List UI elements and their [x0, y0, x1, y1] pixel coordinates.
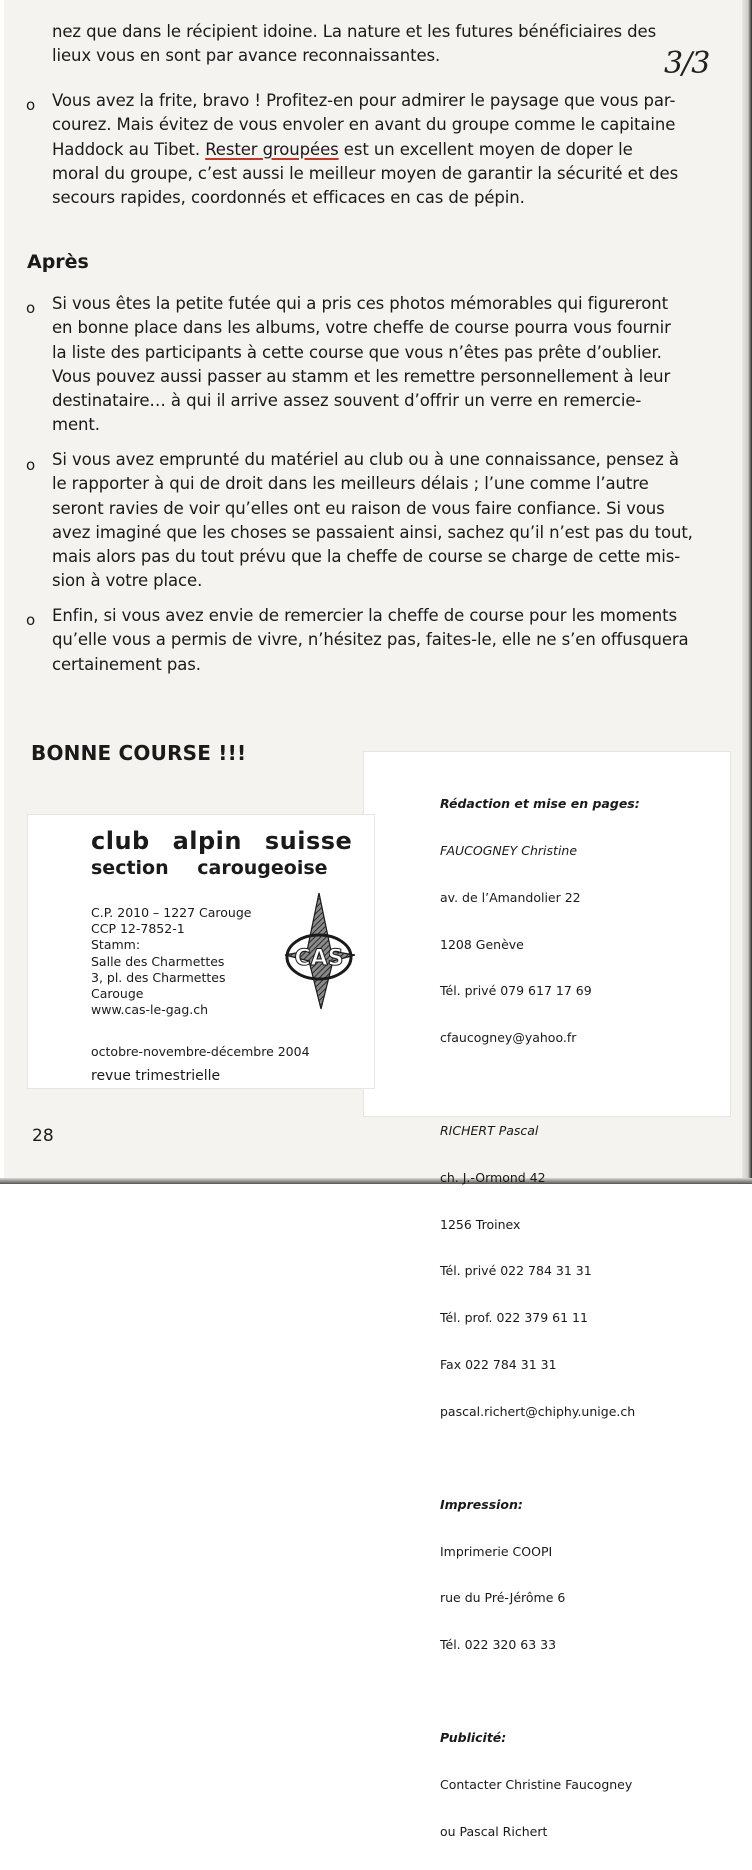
bullet-paragraph: [52, 89, 717, 210]
page-number: 28: [32, 1126, 54, 1146]
text-line: en bonne place dans les albums, votre cheffe de course pourra vous fournir: [52, 318, 671, 338]
person-name: FAUCOGNEY Christine: [440, 842, 578, 858]
contact-line: pascal.richert@chiphy.unige.ch: [440, 1403, 636, 1419]
text-line: la liste des participants à cette course que vous n’êtes pas prête d’oublier.: [52, 342, 662, 362]
contact-line: cfaucogney@yahoo.fr: [440, 1030, 577, 1046]
text-line: destinataire… à qui il arrive assez souvent d’offrir un verre en remercie-: [52, 391, 642, 411]
contact-line: Tél. 022 320 63 33: [440, 1637, 557, 1653]
section-heading: Après: [27, 251, 89, 273]
contact-line: Fax 022 784 31 31: [440, 1356, 557, 1372]
underlined-phrase: Rester groupées: [205, 139, 339, 159]
impression-label: Impression:: [440, 1496, 523, 1512]
text-line: ment.: [52, 415, 100, 435]
text-line: Si vous êtes la petite futée qui a pris ces photos mémorables qui figureront: [52, 294, 668, 313]
text-line: avez imaginé que les choses se passaient ainsi, sachez qu’il n’est pas du tout,: [52, 522, 693, 542]
club-name: club alpin suisse: [91, 827, 353, 855]
logo-lettering: CAS: [294, 946, 344, 971]
bullet-paragraph: [52, 292, 717, 438]
text-line: Enfin, si vous avez envie de remercier la cheffe de course pour les moments: [52, 606, 677, 625]
text-line: Si vous avez emprunté du matériel au club ou à une connaissance, pensez à: [52, 450, 679, 469]
bullet-marker: o: [26, 456, 36, 474]
text-line: secours rapides, coordonnés et efficaces en cas de pépin.: [52, 188, 525, 208]
address-line: Carouge: [91, 986, 144, 1002]
address-line: C.P. 2010 – 1227 Carouge: [91, 905, 252, 920]
issue-date: octobre-novembre-décembre 2004: [91, 1044, 310, 1059]
club-address: [91, 905, 251, 1018]
bullet-marker: o: [26, 299, 36, 317]
text-line: moral du groupe, c’est aussi le meilleur moyen de garantir la sécurité et des: [52, 163, 679, 183]
club-label-box: [28, 815, 374, 1088]
contact-line: Tél. prof. 022 379 61 11: [440, 1310, 588, 1326]
text-line: certainement pas.: [52, 654, 201, 674]
text-line-end: est un excellent moyen de doper le: [338, 139, 633, 159]
redaction-text: [440, 765, 640, 1870]
address-line: Salle des Charmettes: [91, 953, 225, 969]
text-line: qu’elle vous a permis de vivre, n’hésitez pas, faites-le, elle ne s’en offusquera: [52, 630, 689, 650]
redaction-box: [364, 752, 730, 1839]
contact-line: ch. J.-Ormond 42: [440, 1169, 546, 1185]
text-line: [52, 138, 717, 162]
handwritten-page-count: 3/3: [664, 46, 710, 81]
contact-line: 1208 Genève: [440, 936, 524, 952]
address-line: CCP 12-7852-1: [91, 921, 185, 937]
publicite-label: Publicité:: [440, 1730, 507, 1746]
text-line-start: Haddock au Tibet.: [52, 139, 206, 159]
text-line: sion à votre place.: [52, 571, 203, 591]
bullet-paragraph: [52, 604, 717, 677]
text-line: seront ravies de voir qu’elles ont eu raison de vous faire confiance. Si vous: [52, 498, 665, 518]
spacer: [440, 1077, 640, 1092]
closing-heading: BONNE COURSE !!!: [31, 741, 247, 765]
text-line: courez. Mais évitez de vous envoler en avant du groupe comme le capitaine: [52, 115, 676, 135]
address-line: Stamm:: [91, 937, 141, 953]
cas-logo-icon: [281, 891, 357, 1011]
text-line: lieux vous en sont par avance reconnaissantes.: [52, 46, 441, 66]
text-line: mais alors pas du tout prévu que la cheffe de course se charge de cette mis-: [52, 547, 681, 567]
contact-line: Tél. privé 079 617 17 69: [440, 983, 592, 999]
address-line: 3, pl. des Charmettes: [91, 969, 226, 985]
redaction-label: Rédaction et mise en pages:: [440, 796, 640, 812]
contact-line: rue du Pré-Jérôme 6: [440, 1590, 566, 1606]
contact-line: Tél. privé 022 784 31 31: [440, 1263, 592, 1279]
scan-edge: [742, 0, 752, 1184]
text-line: Vous pouvez aussi passer au stamm et les remettre personnellement à leur: [52, 366, 671, 386]
intro-paragraph: [52, 20, 717, 69]
contact-line: av. de l’Amandolier 22: [440, 889, 581, 905]
text-line: nez que dans le récipient idoine. La nature et les futures bénéficiaires des: [52, 22, 657, 41]
spacer: [440, 1451, 640, 1466]
contact-line: 1256 Troinex: [440, 1216, 521, 1232]
club-section: section carougeoise: [91, 857, 328, 879]
person-name: RICHERT Pascal: [440, 1123, 539, 1139]
revue-type: revue trimestrielle: [91, 1068, 221, 1084]
address-line: www.cas-le-gag.ch: [91, 1002, 209, 1018]
contact-line: ou Pascal Richert: [440, 1823, 548, 1839]
contact-line: Imprimerie COOPI: [440, 1543, 553, 1559]
bullet-marker: o: [26, 611, 36, 629]
bullet-marker: o: [26, 96, 36, 114]
contact-line: Contacter Christine Faucogney: [440, 1776, 633, 1792]
text-line: le rapporter à qui de droit dans les meilleurs délais ; l’une comme l’autre: [52, 474, 649, 494]
spacer: [440, 1684, 640, 1699]
text-line: Vous avez la frite, bravo ! Profitez-en pour admirer le paysage que vous par-: [52, 91, 676, 110]
bullet-paragraph: [52, 448, 717, 594]
